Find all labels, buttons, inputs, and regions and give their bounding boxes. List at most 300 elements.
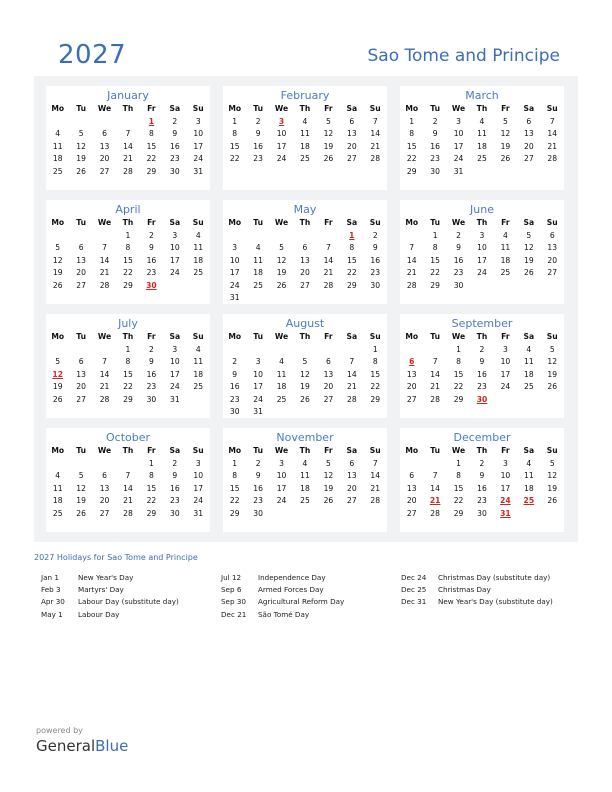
week-row xyxy=(46,280,210,293)
day-cell: 8 xyxy=(125,243,131,252)
day-cell: 26 xyxy=(76,508,86,518)
day-cell: 16 xyxy=(370,255,381,265)
day-cell: 18 xyxy=(253,268,263,277)
month-june xyxy=(400,200,564,304)
day-cell: 8 xyxy=(148,129,154,138)
day-cell: 20 xyxy=(323,382,334,391)
day-cell: 17 xyxy=(169,369,180,379)
day-cell: 1 xyxy=(125,344,131,354)
day-cell: 26 xyxy=(76,166,86,176)
week-row xyxy=(223,280,387,293)
day-cell xyxy=(517,394,540,407)
day-cell: 30 xyxy=(477,508,487,518)
holiday-day: 12 xyxy=(52,369,63,379)
holiday-day: 1 xyxy=(349,230,355,240)
day-cell: 11 xyxy=(523,357,534,366)
day-cell: 25 xyxy=(52,508,63,518)
day-cell: 17 xyxy=(229,268,240,277)
day-cell: 24 xyxy=(276,496,287,505)
day-cell: 13 xyxy=(406,369,417,379)
day-cell: 11 xyxy=(276,369,287,379)
day-cell: 15 xyxy=(123,255,133,265)
day-cell: 19 xyxy=(547,483,558,493)
day-cell xyxy=(494,280,517,293)
day-cell xyxy=(317,406,340,419)
holiday-date: May 1 xyxy=(41,609,63,619)
day-cell: 18 xyxy=(300,141,310,151)
weekday-label: Sa xyxy=(346,332,358,341)
day-cell: 5 xyxy=(325,458,331,468)
day-cell xyxy=(494,166,517,179)
day-cell: 11 xyxy=(52,483,63,493)
day-cell: 14 xyxy=(323,255,334,265)
day-cell: 4 xyxy=(255,243,261,252)
weekday-label: Fr xyxy=(324,218,333,227)
week-row xyxy=(223,116,387,129)
day-cell: 24 xyxy=(253,394,263,404)
day-cell: 21 xyxy=(99,268,110,277)
holiday-item xyxy=(221,584,344,596)
day-cell: 27 xyxy=(76,394,86,404)
week-row xyxy=(46,495,210,508)
calendar-panel xyxy=(34,76,578,542)
day-cell: 27 xyxy=(547,268,558,277)
day-cell: 13 xyxy=(99,141,110,151)
day-cell: 11 xyxy=(477,129,487,138)
day-cell xyxy=(46,458,69,471)
day-cell: 29 xyxy=(453,394,464,404)
day-cell: 18 xyxy=(193,255,204,265)
holiday-name: Armed Forces Day xyxy=(258,585,324,595)
holiday-item xyxy=(41,572,179,584)
weekday-header xyxy=(46,445,210,458)
day-cell: 8 xyxy=(456,357,461,366)
day-cell: 14 xyxy=(370,129,381,138)
day-cell: 6 xyxy=(78,243,84,252)
day-cell: 30 xyxy=(370,280,381,290)
week-row xyxy=(400,280,564,293)
day-cell: 14 xyxy=(99,369,110,379)
day-cell: 16 xyxy=(430,141,440,151)
year-title: 2027 xyxy=(58,40,127,70)
weekday-label: Mo xyxy=(405,332,419,341)
holiday-name: Independence Day xyxy=(258,573,326,582)
weekday-label: Tu xyxy=(253,104,264,113)
weekday-label: Fr xyxy=(147,332,156,341)
weekday-label: Sa xyxy=(523,218,535,227)
day-cell: 8 xyxy=(409,129,415,138)
day-cell: 4 xyxy=(502,230,508,240)
week-row xyxy=(223,242,387,255)
holiday-column xyxy=(401,572,553,609)
weekday-label: Fr xyxy=(501,104,510,113)
holiday-date: Dec 24 xyxy=(401,573,427,582)
day-cell: 7 xyxy=(549,116,555,126)
day-cell: 24 xyxy=(169,268,180,277)
day-cell: 18 xyxy=(523,483,534,493)
week-row xyxy=(46,141,210,154)
holiday-item xyxy=(401,596,553,608)
weekday-label: Mo xyxy=(51,104,65,113)
weekday-label: We xyxy=(274,104,289,113)
weekday-label: We xyxy=(97,446,112,455)
day-cell: 19 xyxy=(323,141,334,151)
day-cell: 10 xyxy=(253,369,263,379)
day-cell: 14 xyxy=(547,129,558,138)
day-cell: 3 xyxy=(502,344,508,354)
weekday-label: Su xyxy=(546,218,558,227)
day-cell: 7 xyxy=(125,129,131,138)
day-cell xyxy=(470,280,493,293)
weekday-label: Fr xyxy=(501,332,510,341)
weekday-label: Sa xyxy=(346,218,358,227)
day-cell: 30 xyxy=(169,166,180,176)
day-cell: 12 xyxy=(76,483,86,493)
day-cell: 9 xyxy=(148,357,154,366)
day-cell xyxy=(46,116,69,129)
day-cell: 9 xyxy=(456,243,461,252)
day-cell: 8 xyxy=(432,243,438,252)
weekday-label: Su xyxy=(192,332,204,341)
day-cell: 19 xyxy=(52,382,63,391)
day-cell: 18 xyxy=(477,141,487,151)
day-cell: 9 xyxy=(172,129,178,138)
day-cell: 25 xyxy=(300,154,310,163)
weekday-label: Su xyxy=(546,332,558,341)
day-cell: 31 xyxy=(453,166,464,176)
day-cell: 6 xyxy=(409,471,415,480)
day-cell xyxy=(293,230,316,243)
day-cell: 19 xyxy=(523,255,534,265)
week-row xyxy=(400,508,564,521)
day-cell xyxy=(317,344,340,357)
day-cell xyxy=(69,344,92,357)
day-cell: 16 xyxy=(169,483,180,493)
day-cell: 12 xyxy=(52,255,63,265)
weekday-label: We xyxy=(451,446,466,455)
day-cell: 13 xyxy=(76,369,86,379)
holiday-day: 30 xyxy=(476,394,488,404)
weekday-label: Tu xyxy=(253,446,264,455)
month-may xyxy=(223,200,387,304)
day-cell: 26 xyxy=(300,394,310,404)
holiday-item xyxy=(221,572,344,584)
day-cell: 9 xyxy=(232,369,238,379)
day-cell: 22 xyxy=(123,382,133,391)
day-cell: 28 xyxy=(406,280,417,290)
weekday-label: We xyxy=(451,332,466,341)
day-cell: 19 xyxy=(76,496,86,505)
day-cell: 9 xyxy=(479,357,485,366)
day-cell: 3 xyxy=(232,243,238,252)
week-row xyxy=(400,483,564,496)
week-row xyxy=(46,394,210,407)
day-cell xyxy=(46,344,69,357)
day-cell: 15 xyxy=(146,141,157,151)
day-cell: 4 xyxy=(55,471,61,480)
week-row xyxy=(223,369,387,382)
holiday-name: Christmas Day (substitute day) xyxy=(438,573,551,582)
weekday-label: Th xyxy=(122,446,134,455)
day-cell: 7 xyxy=(409,243,415,252)
day-cell: 20 xyxy=(547,255,558,265)
month-december xyxy=(400,428,564,532)
day-cell: 26 xyxy=(547,496,558,505)
day-cell: 26 xyxy=(276,280,287,290)
weekday-label: Mo xyxy=(405,104,419,113)
day-cell: 20 xyxy=(346,141,357,151)
weekday-label: Th xyxy=(476,446,488,455)
weekday-label: We xyxy=(97,332,112,341)
day-cell xyxy=(246,230,269,243)
day-cell xyxy=(541,280,564,293)
day-cell: 25 xyxy=(253,280,263,290)
day-cell: 11 xyxy=(500,243,511,252)
week-row xyxy=(223,344,387,357)
week-row xyxy=(223,470,387,483)
day-cell: 28 xyxy=(323,280,334,290)
day-cell: 8 xyxy=(372,357,378,366)
day-cell: 13 xyxy=(323,369,334,379)
weekday-label: Sa xyxy=(523,332,535,341)
day-cell: 31 xyxy=(193,166,204,176)
day-cell: 10 xyxy=(229,255,240,265)
day-cell: 15 xyxy=(430,255,440,265)
day-cell: 20 xyxy=(300,268,310,277)
holiday-name: New Year's Day (substitute day) xyxy=(438,597,553,607)
month-grid xyxy=(223,331,387,419)
day-cell xyxy=(317,292,340,305)
day-cell: 9 xyxy=(148,243,154,252)
day-cell: 30 xyxy=(229,407,240,416)
day-cell: 26 xyxy=(547,382,558,391)
day-cell xyxy=(340,292,363,305)
holiday-item xyxy=(41,609,179,621)
day-cell: 29 xyxy=(229,508,240,518)
holiday-item xyxy=(41,596,179,608)
week-row xyxy=(400,141,564,154)
day-cell: 10 xyxy=(453,129,464,138)
day-cell: 23 xyxy=(146,268,157,277)
holiday-day: 3 xyxy=(278,116,285,126)
brand-blue: Blue xyxy=(95,737,129,755)
weekday-header xyxy=(46,217,210,230)
day-cell: 7 xyxy=(372,116,378,126)
day-cell: 1 xyxy=(456,344,461,354)
month-grid xyxy=(400,217,564,292)
day-cell: 18 xyxy=(300,483,310,493)
week-row xyxy=(400,458,564,471)
day-cell: 13 xyxy=(99,483,110,493)
weekday-header xyxy=(400,217,564,230)
holiday-date: Sep 6 xyxy=(221,585,242,595)
day-cell: 21 xyxy=(323,268,334,277)
day-cell: 15 xyxy=(229,483,240,493)
day-cell: 21 xyxy=(123,154,133,163)
day-cell: 19 xyxy=(76,154,86,163)
week-row xyxy=(400,166,564,179)
month-name: November xyxy=(276,431,334,444)
month-name: June xyxy=(470,203,494,216)
holiday-day: 25 xyxy=(523,496,535,505)
weekday-label: Fr xyxy=(324,332,333,341)
weekday-label: Mo xyxy=(51,446,65,455)
day-cell: 2 xyxy=(479,344,485,354)
day-cell: 13 xyxy=(346,129,357,138)
month-grid xyxy=(223,103,387,166)
day-cell: 24 xyxy=(276,154,287,163)
day-cell: 25 xyxy=(500,268,511,277)
weekday-label: Sa xyxy=(346,446,358,455)
day-cell: 15 xyxy=(453,483,464,493)
holiday-day: 6 xyxy=(409,357,415,366)
week-row xyxy=(223,141,387,154)
day-cell xyxy=(364,406,387,419)
day-cell: 22 xyxy=(346,268,357,277)
day-cell xyxy=(400,230,423,243)
day-cell: 6 xyxy=(549,230,555,240)
day-cell: 25 xyxy=(477,154,487,163)
month-november xyxy=(223,428,387,532)
day-cell: 18 xyxy=(193,369,204,379)
day-cell: 29 xyxy=(453,508,464,518)
day-cell: 26 xyxy=(52,280,63,290)
weekday-label: Th xyxy=(299,332,311,341)
day-cell: 29 xyxy=(146,508,157,518)
day-cell: 10 xyxy=(193,471,204,480)
day-cell: 13 xyxy=(547,243,558,252)
day-cell: 9 xyxy=(172,471,178,480)
day-cell: 30 xyxy=(453,280,464,290)
day-cell: 3 xyxy=(172,344,178,354)
day-cell: 13 xyxy=(523,129,534,138)
week-row xyxy=(46,356,210,369)
weekday-label: Su xyxy=(369,332,381,341)
day-cell: 11 xyxy=(523,471,534,480)
day-cell: 29 xyxy=(370,394,381,404)
day-cell xyxy=(517,508,540,521)
weekday-label: Th xyxy=(299,218,311,227)
holiday-item xyxy=(221,596,344,608)
week-row xyxy=(223,356,387,369)
day-cell xyxy=(494,394,517,407)
day-cell: 28 xyxy=(430,394,440,404)
day-cell: 14 xyxy=(406,255,417,265)
holiday-name: New Year's Day xyxy=(78,573,134,582)
day-cell: 7 xyxy=(432,357,438,366)
week-row xyxy=(400,356,564,369)
day-cell: 25 xyxy=(523,382,534,391)
week-row xyxy=(400,116,564,129)
day-cell: 25 xyxy=(193,382,204,391)
day-cell: 1 xyxy=(232,458,238,468)
holiday-day: 31 xyxy=(500,508,511,518)
day-cell xyxy=(364,508,387,521)
day-cell: 23 xyxy=(430,154,440,163)
day-cell xyxy=(340,508,363,521)
weekday-header xyxy=(46,103,210,116)
day-cell xyxy=(116,458,139,471)
day-cell: 3 xyxy=(195,116,201,126)
week-row xyxy=(223,394,387,407)
day-cell: 25 xyxy=(52,166,63,176)
week-row xyxy=(46,369,210,382)
day-cell: 7 xyxy=(432,471,438,480)
day-cell: 29 xyxy=(146,166,157,176)
weekday-label: Su xyxy=(369,446,381,455)
day-cell xyxy=(93,344,116,357)
day-cell: 16 xyxy=(169,141,180,151)
day-cell xyxy=(223,230,246,243)
week-row xyxy=(223,255,387,268)
day-cell: 22 xyxy=(229,496,240,505)
day-cell: 6 xyxy=(526,116,532,126)
day-cell: 2 xyxy=(232,357,238,366)
day-cell: 10 xyxy=(169,357,180,366)
weekday-label: Th xyxy=(299,104,311,113)
weekday-label: We xyxy=(451,218,466,227)
week-row xyxy=(223,153,387,166)
day-cell: 15 xyxy=(146,483,157,493)
weekday-header xyxy=(223,103,387,116)
day-cell: 23 xyxy=(477,496,487,505)
day-cell: 28 xyxy=(430,508,440,518)
week-row xyxy=(223,508,387,521)
weekday-label: Sa xyxy=(169,104,181,113)
day-cell xyxy=(69,230,92,243)
day-cell xyxy=(270,230,293,243)
week-row xyxy=(400,394,564,407)
month-grid xyxy=(46,217,210,292)
holiday-day: 21 xyxy=(429,496,441,505)
weekday-header xyxy=(223,331,387,344)
day-cell: 12 xyxy=(323,129,334,138)
day-cell: 22 xyxy=(370,382,381,391)
day-cell: 3 xyxy=(479,230,485,240)
day-cell: 14 xyxy=(370,471,381,480)
holiday-day: 1 xyxy=(148,116,155,126)
weekday-label: Tu xyxy=(253,218,264,227)
day-cell: 2 xyxy=(148,230,154,240)
day-cell: 27 xyxy=(406,394,417,404)
holiday-day: 24 xyxy=(500,496,511,505)
day-cell xyxy=(69,116,92,129)
day-cell: 2 xyxy=(372,230,378,240)
day-cell: 23 xyxy=(169,154,180,163)
day-cell: 1 xyxy=(148,458,154,468)
weekday-label: Tu xyxy=(76,332,87,341)
holiday-column xyxy=(221,572,344,621)
month-name: April xyxy=(115,203,141,216)
brand-logo xyxy=(36,737,128,755)
day-cell xyxy=(93,116,116,129)
day-cell: 8 xyxy=(349,243,355,252)
day-cell: 10 xyxy=(500,357,511,366)
weekday-label: Su xyxy=(546,446,558,455)
day-cell: 16 xyxy=(453,255,464,265)
week-row xyxy=(46,116,210,129)
holiday-date: Dec 25 xyxy=(401,585,427,595)
day-cell: 28 xyxy=(547,154,558,163)
day-cell: 15 xyxy=(346,255,357,265)
day-cell: 16 xyxy=(229,382,240,391)
day-cell: 12 xyxy=(276,255,287,265)
week-row xyxy=(46,153,210,166)
day-cell: 29 xyxy=(123,280,133,290)
weekday-label: Su xyxy=(192,218,204,227)
day-cell: 20 xyxy=(99,496,110,505)
day-cell xyxy=(517,280,540,293)
